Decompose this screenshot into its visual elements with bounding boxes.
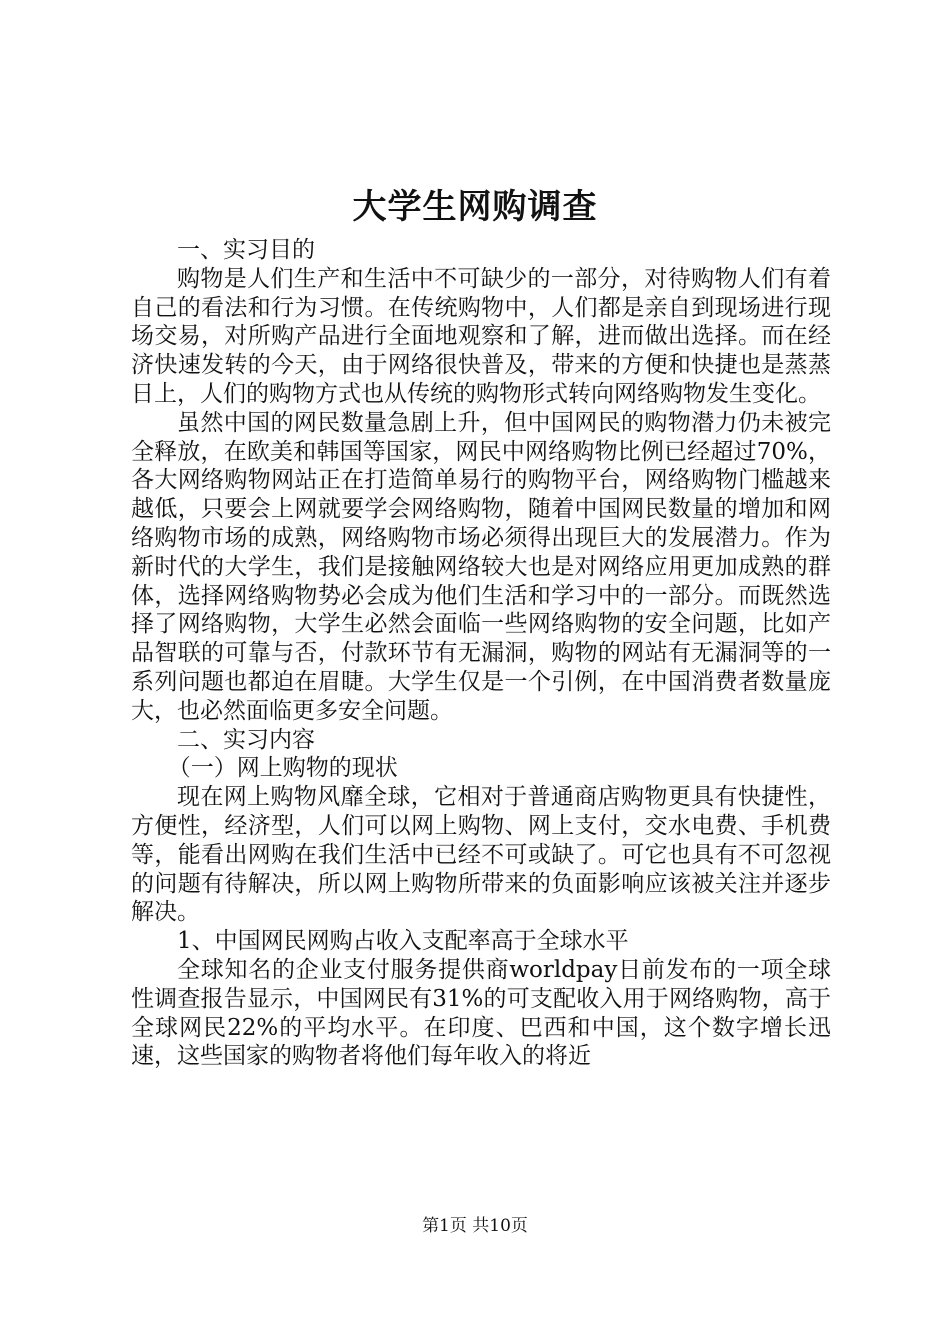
paragraph: 现在网上购物风靡全球，它相对于普通商店购物更具有快捷性，方便性，经济型，人们可以网上购物、网上支付，交水电费、手机费等，能看出网购在我们生活中已经不可或缺了。可它也具有不可忽视的问题有待解决，所以网上购物所带来的负面影响应该被关注并逐步解决。 [131, 784, 831, 926]
section-heading: 1、中国网民网购占收入支配率高于全球水平 [177, 928, 629, 955]
subsection-heading: （一）网上购物的现状 [167, 755, 398, 782]
section-heading: 一、实习目的 [177, 237, 315, 263]
paragraph: 虽然中国的网民数量急剧上升，但中国网民的购物潜力仍未被完全释放，在欧美和韩国等国家，网民中网络购物比例已经超过70%，各大网络购物网站正在打造简单易行的购物平台，网络购物门槛越来越低，只要会上网就要学会网络购物，随着中国网民数量的增加和网络购物市场的成熟，网络购物市场必须得出现巨大的发展潜力。作为新时代的大学生，我们是接触网络较大也是对网络应用更加成熟的群体，选择网络购物势必会成为他们生活和学习中的一部分。而既然选择了网络购物，大学生必然会面临一些网络购物的安全问题，比如产品智联的可靠与否，付款环节有无漏洞，购物的网站有无漏洞等的一系列问题也都迫在眉睫。大学生仅是一个引例，在中国消费者数量庞大，也必然面临更多安全问题。 [131, 409, 831, 724]
paragraph: 全球知名的企业支付服务提供商worldpay日前发布的一项全球性调查报告显示，中国网民有31%的可支配收入用于网络购物，高于全球网民22%的平均水平。在印度、巴西和中国，这个数字增长迅速，这些国家的购物者将他们每年收入的将近 [131, 956, 831, 1070]
paragraph: 购物是人们生产和生活中不可缺少的一部分，对待购物人们有着自己的看法和行为习惯。在传统购物中，人们都是亲自到现场进行现场交易，对所购产品进行全面地观察和了解，进而做出选择。而在经济快速发转的今天，由于网络很快普及，带来的方便和快捷也是蒸蒸日上，人们的购物方式也从传统的购物形式转向网络购物发生变化。 [131, 265, 831, 407]
page-footer: 第1页 共10页 [422, 1216, 528, 1236]
document-title: 大学生网购调查 [352, 187, 598, 227]
document-body [131, 236, 831, 1071]
section-heading: 二、实习内容 [177, 726, 315, 753]
